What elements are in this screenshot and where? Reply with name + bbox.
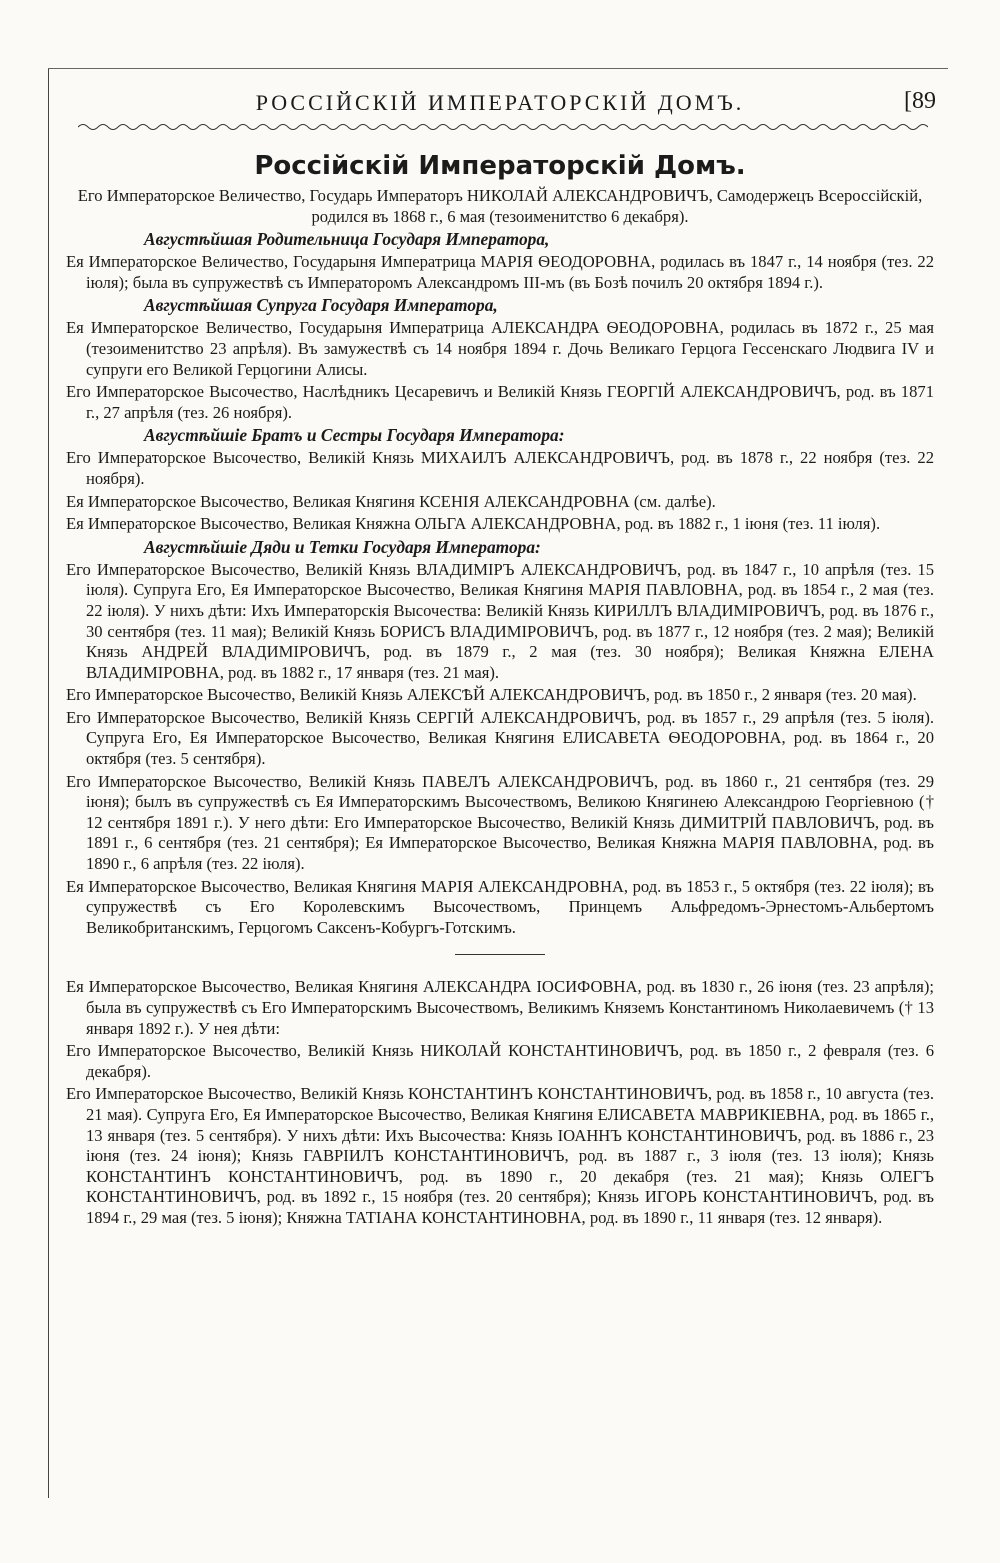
page-top-border xyxy=(48,68,948,69)
page-header xyxy=(60,88,940,122)
section-heading-consort: Августѣйшая Супруга Государя Императора, xyxy=(144,295,498,316)
entry-paragraph: Ея Императорское Высочество, Великая Княгиня КСЕНІЯ АЛЕКСАНДРОВНА (см. далѣе). xyxy=(66,491,716,511)
entry-paragraph: Ея Императорское Высочество, Великая Княгиня МАРІЯ АЛЕКСАНДРОВНА, род. въ 1853 г., 5 октября (тез. 22 іюля); въ супружествѣ съ Его Королевскимъ Высочествомъ, Принцемъ Альфредомъ-Эрнестомъ-Альбертомъ Великобританскимъ, Герцогомъ Саксенъ-Кобургъ-Готскимъ. xyxy=(66,876,934,937)
entry-paragraph: Ея Императорское Высочество, Великая Княгиня АЛЕКСАНДРА ІОСИФОВНА, род. въ 1830 г., 26 іюня (тез. 23 апрѣля); была въ супружествѣ съ Его Императорскимъ Высочествомъ, Великимъ Княземъ Константиномъ Николаевичемъ († 13 января 1892 г.). У нея дѣти: xyxy=(66,977,934,1038)
entry-paragraph: Его Императорское Высочество, Наслѣдникъ Цесаревичъ и Великій Князь ГЕОРГІЙ АЛЕКСАНДРОВИЧЪ, род. въ 1871 г., 27 апрѣля (тез. 26 ноября). xyxy=(66,382,934,422)
section-heading-siblings: Августѣйшіе Братъ и Сестры Государя Императора: xyxy=(144,425,565,446)
entry-paragraph: Его Императорское Высочество, Великій Князь АЛЕКСѢЙ АЛЕКСАНДРОВИЧЪ, род. въ 1850 г., 2 января (тез. 20 мая). xyxy=(66,685,917,705)
section-heading-mother: Августѣйшая Родительница Государя Императора, xyxy=(144,229,550,250)
wavy-rule xyxy=(78,122,928,132)
entry-paragraph: Его Императорское Высочество, Великій Князь МИХАИЛЪ АЛЕКСАНДРОВИЧЪ, род. въ 1878 г., 22 ноября (тез. 22 ноября). xyxy=(66,448,934,488)
section-heading-uncles-aunts: Августѣйшіе Дяди и Тетки Государя Императора: xyxy=(144,536,541,557)
page-title: Россійскій Императорскій Домъ. xyxy=(254,151,746,181)
entry-paragraph: Ея Императорское Величество, Государыня Императрица МАРІЯ ѲЕОДОРОВНА, родилась въ 1847 г., 14 ноября (тез. 22 іюля); была въ супружествѣ съ Императоромъ Александромъ III-мъ (въ Бозѣ почилъ 20 октября 1894 г.). xyxy=(66,252,934,292)
entry-paragraph: Его Императорское Высочество, Великій Князь НИКОЛАЙ КОНСТАНТИНОВИЧЪ, род. въ 1850 г., 2 февраля (тез. 6 декабря). xyxy=(66,1041,934,1081)
entry-paragraph: Его Императорское Высочество, Великій Князь ВЛАДИМІРЪ АЛЕКСАНДРОВИЧЪ, род. въ 1847 г., 10 апрѣля (тез. 15 іюля). Супруга Его, Ея Императорское Высочество, Великая Княгиня МАРІЯ ПАВЛОВНА, род. въ 1854 г., 2 мая (тез. 22 іюля). У нихъ дѣти: Ихъ Императорскія Высочества: Великій Князь КИРИЛЛЪ ВЛАДИМІРОВИЧЪ, род. въ 1876 г., 30 сентября (тез. 11 мая); Великій Князь БОРИСЪ ВЛАДИМІРОВИЧЪ, род. въ 1877 г., 12 ноября (тез. 2 мая); Великій Князь АНДРЕЙ ВЛАДИМІРОВИЧЪ, род. въ 1879 г., 2 мая (тез. 30 ноября); Великая Княжна ЕЛЕНА ВЛАДИМІРОВНА, род. въ 1882 г., 17 января (тез. 21 мая). xyxy=(66,559,934,682)
page-content xyxy=(66,146,934,1231)
page-left-border xyxy=(48,68,49,1498)
entry-paragraph: Ея Императорское Величество, Государыня Императрица АЛЕКСАНДРА ѲЕОДОРОВНА, родилась въ 1872 г., 25 мая (тезоименитство 23 апрѣля). Въ замужествѣ съ 14 ноября 1894 г. Дочь Великаго Герцога Гессенскаго Людвига IV и супруги его Великой Герцогини Алисы. xyxy=(66,318,934,379)
entry-paragraph: Ея Императорское Высочество, Великая Княжна ОЛЬГА АЛЕКСАНДРОВНА, род. въ 1882 г., 1 іюня (тез. 11 іюля). xyxy=(66,514,881,534)
intro-paragraph: Его Императорское Величество, Государь Императоръ НИКОЛАЙ АЛЕКСАНДРОВИЧЪ, Самодержецъ Всероссійскій, родился въ 1868 г., 6 мая (тезоименитство 6 декабря). xyxy=(77,186,923,226)
entry-paragraph: Его Императорское Высочество, Великій Князь КОНСТАНТИНЪ КОНСТАНТИНОВИЧЪ, род. въ 1858 г., 10 августа (тез. 21 мая). Супруга Его, Ея Императорское Высочество, Великая Княгиня ЕЛИСАВЕТА МАВРИКІЕВНА, род. въ 1865 г., 13 января (тез. 5 сентября). У нихъ дѣти: Ихъ Высочества: Князь ІОАННЪ КОНСТАНТИНОВИЧЪ, род. въ 1886 г., 23 іюня (тез. 24 іюня); Князь ГАВРІИЛЪ КОНСТАНТИНОВИЧЪ, род. въ 1887 г., 3 іюля (тез. 13 іюля); Князь КОНСТАНТИНЪ КОНСТАНТИНОВИЧЪ, род. въ 1890 г., 20 декабря (тез. 21 мая); Князь ОЛЕГЪ КОНСТАНТИНОВИЧЪ, род. въ 1892 г., 15 ноября (тез. 20 сентября); Князь ИГОРЬ КОНСТАНТИНОВИЧЪ, род. въ 1894 г., 29 мая (тез. 5 іюня); Княжна ТАТІАНА КОНСТАНТИНОВНА, род. въ 1890 г., 11 января (тез. 12 января). xyxy=(66,1084,934,1227)
page-number: [89 xyxy=(904,88,936,114)
running-title: РОССІЙСКІЙ ИМПЕРАТОРСКІЙ ДОМЪ. xyxy=(255,90,745,115)
entry-paragraph: Его Императорское Высочество, Великій Князь СЕРГІЙ АЛЕКСАНДРОВИЧЪ, род. въ 1857 г., 29 апрѣля (тез. 5 іюля). Супруга Его, Ея Императорское Высочество, Великая Княгиня ЕЛИСАВЕТА ѲЕОДОРОВНА, род. въ 1864 г., 20 октября (тез. 5 сентября). xyxy=(66,707,934,769)
entry-paragraph: Его Императорское Высочество, Великій Князь ПАВЕЛЪ АЛЕКСАНДРОВИЧЪ, род. въ 1860 г., 21 сентября (тез. 29 іюня); былъ въ супружествѣ съ Ея Императорскимъ Высочествомъ, Великою Княгинею Александрою Георгіевною († 12 сентября 1891 г.). У него дѣти: Его Императорское Высочество, Великій Князь ДИМИТРІЙ ПАВЛОВИЧЪ, род. въ 1891 г., 6 сентября (тез. 21 сентября); Ея Императорское Высочество, Великая Княжна МАРІЯ ПАВЛОВНА, род. въ 1890 г., 6 апрѣля (тез. 22 іюля). xyxy=(66,771,934,874)
section-divider xyxy=(455,954,545,955)
